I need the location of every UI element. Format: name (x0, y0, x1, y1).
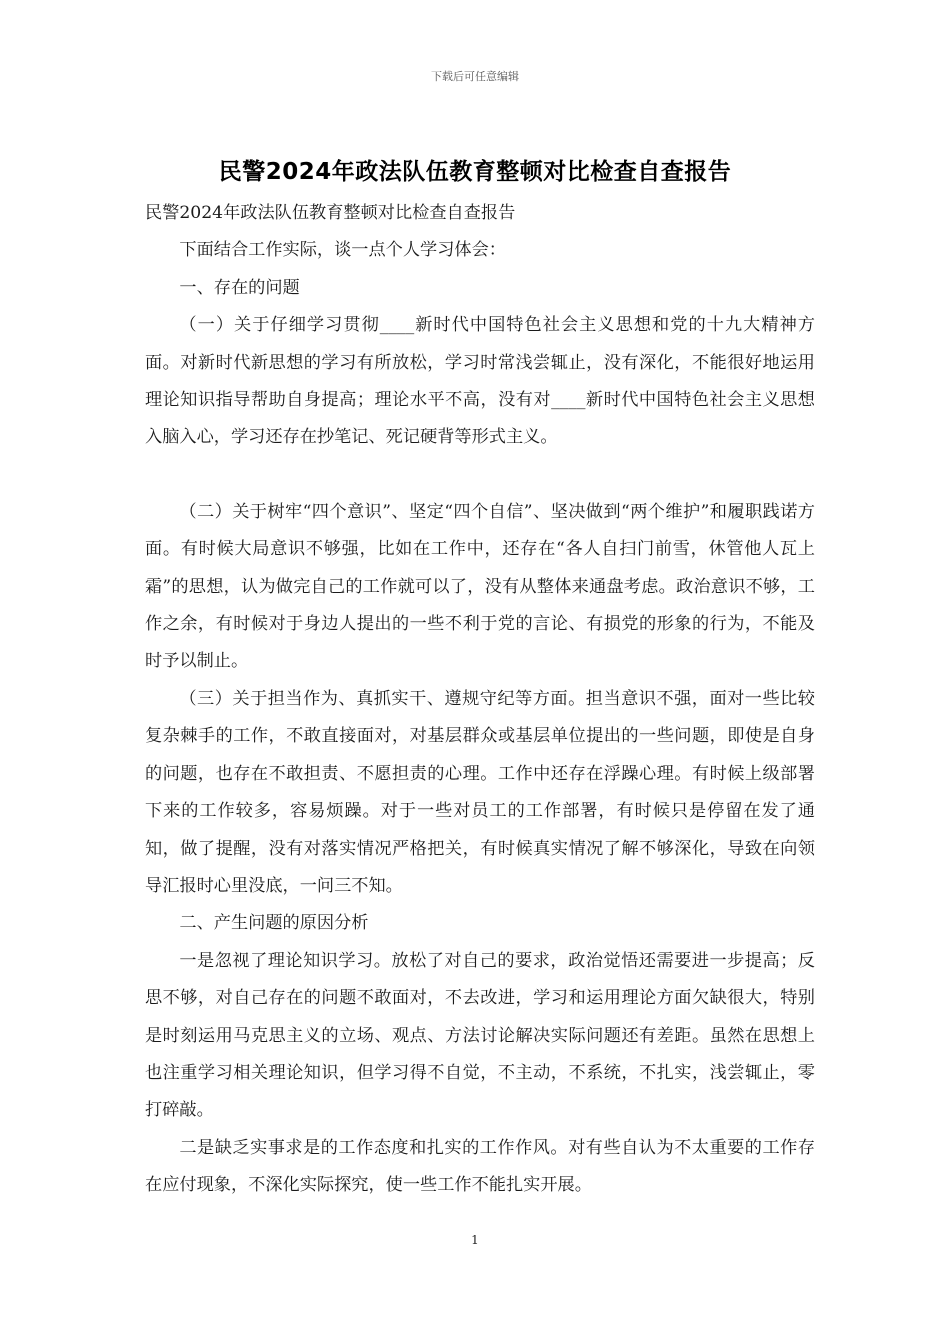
page-number: 1 (471, 1233, 479, 1247)
document-body (145, 195, 815, 1205)
paragraph-intro: 下面结合工作实际，谈一点个人学习体会： (179, 240, 506, 261)
section-heading-causes: 二、产生问题的原因分析 (179, 913, 369, 934)
document-title: 民警2024年政法队伍教育整顿对比检查自查报告 (218, 159, 732, 185)
paragraph-cause-2: 二是缺乏实事求是的工作态度和扎实的工作作风。对有些自认为不太重要的工作存在应付现象，不深化实际探究，使一些工作不能扎实开展。 (145, 1137, 815, 1196)
paragraph-problem-3: （三）关于担当作为、真抓实干、遵规守纪等方面。担当意识不强，面对一些比较复杂棘手的工作，不敢直接面对，对基层群众或基层单位提出的一些问题，即使是自身的问题，也存在不敢担责、不愿担责的心理。工作中还存在浮躁心理。有时候上级部署下来的工作较多，容易烦躁。对于一些对员工的工作部署，有时候只是停留在发了通知，做了提醒，没有对落实情况严格把关，有时候真实情况了解不够深化，导致在向领导汇报时心里没底，一问三不知。 (145, 688, 815, 896)
section-heading-problems: 一、存在的问题 (179, 277, 300, 298)
paragraph-problem-2: （二）关于树牢“四个意识”、坚定“四个自信”、坚决做到“两个维护”和履职践诺方面。有时候大局意识不够强，比如在工作中，还存在“各人自扫门前雪，休管他人瓦上霜”的思想，认为做完自己的工作就可以了，没有从整体来通盘考虑。政治意识不够，工作之余，有时候对于身边人提出的一些不利于党的言论、有损党的形象的行为，不能及时予以制止。 (145, 501, 815, 672)
header-note: 下载后可任意编辑 (431, 70, 519, 83)
paragraph-problem-1: （一）关于仔细学习贯彻____新时代中国特色社会主义思想和党的十九大精神方面。对新时代新思想的学习有所放松，学习时常浅尝辄止，没有深化，不能很好地运用理论知识指导帮助自身提高；理论水平不高，没有对____新时代中国特色社会主义思想入脑入心，学习还存在抄笔记、死记硬背等形式主义。 (145, 315, 815, 448)
paragraph-subtitle: 民警2024年政法队伍教育整顿对比检查自查报告 (145, 203, 516, 223)
paragraph-cause-1: 一是忽视了理论知识学习。放松了对自己的要求，政治觉悟还需要进一步提高；反思不够，对自己存在的问题不敢面对，不去改进，学习和运用理论方面欠缺很大，特别是时刻运用马克思主义的立场、观点、方法讨论解决实际问题还有差距。虽然在思想上也注重学习相关理论知识，但学习得不自觉，不主动，不系统，不扎实，浅尝辄止，零打碎敲。 (145, 950, 815, 1121)
